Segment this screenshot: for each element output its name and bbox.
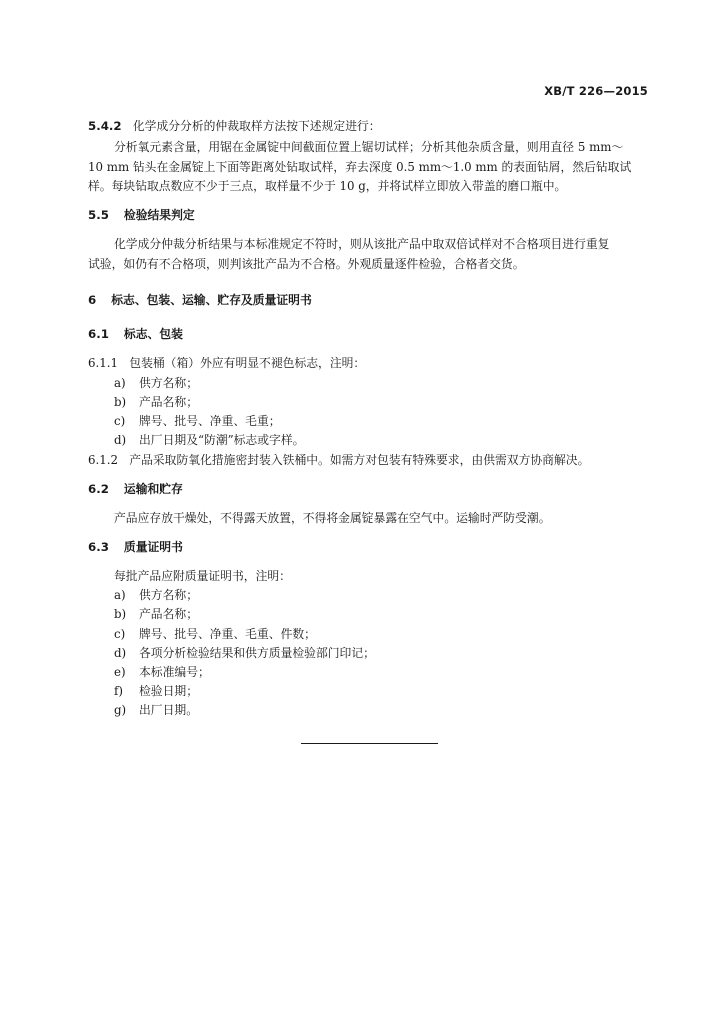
list-item-text: 牌号、批号、净重、毛重、件数； (139, 627, 316, 641)
list-item-text: 供方名称； (139, 376, 198, 390)
list-item-label: c) (114, 627, 126, 641)
list-item-label: c) (114, 414, 126, 428)
end-of-document-rule (301, 743, 438, 744)
list-item (114, 664, 210, 680)
chapter-number: 6 (88, 293, 97, 307)
list-item-text: 本标准编号； (139, 665, 210, 679)
paragraph-line: 产品应存放干燥处，不得露天放置，不得将金属锭暴露在空气中。运输时严防受潮。 (114, 511, 551, 525)
paragraph-line: 化学成分仲裁分析结果与本标准规定不符时，则从该批产品中取双倍试样对不合格项目进行重复 (114, 237, 610, 251)
list-item (114, 432, 304, 448)
section-number: 6.2 (88, 482, 109, 496)
section-6-1-heading (88, 326, 183, 342)
section-title: 运输和贮存 (123, 482, 183, 496)
paragraph-line: 每批产品应附质量证明书，注明： (114, 569, 291, 583)
section-number: 5.5 (88, 208, 109, 222)
clause-title: 包装桶（箱）外应有明显不褪色标志，注明： (129, 356, 366, 370)
clause-5-4-2-heading (88, 118, 381, 134)
paragraph-line: 分析氧元素含量，用锯在金属锭中间截面位置上锯切试样；分析其他杂质含量，则用直径 5 mm～ (114, 140, 624, 154)
chapter-6-heading (88, 292, 312, 308)
list-item (114, 413, 281, 429)
list-item-text: 产品名称； (139, 607, 198, 621)
clause-6-1-1-heading (88, 355, 365, 371)
list-item-label: b) (114, 395, 127, 409)
clause-number: 5.4.2 (88, 119, 122, 133)
clause-number: 6.1.2 (88, 453, 119, 467)
list-item-text: 供方名称； (139, 588, 198, 602)
document-code-header: XB/T 226—2015 (544, 84, 648, 98)
list-item (114, 626, 316, 642)
section-title: 标志、包装 (123, 327, 183, 341)
list-item-label: a) (114, 376, 126, 390)
clause-title: 化学成分分析的仲裁取样方法按下述规定进行： (132, 119, 381, 133)
list-item (114, 394, 198, 410)
list-item-label: a) (114, 588, 126, 602)
clause-text: 产品采取防氧化措施密封装入铁桶中。如需方对包装有特殊要求，由供需双方协商解决。 (129, 453, 590, 467)
list-item (114, 645, 375, 661)
section-title: 质量证明书 (123, 540, 183, 554)
list-item (114, 683, 198, 699)
list-item (114, 606, 198, 622)
chapter-title: 标志、包装、运输、贮存及质量证明书 (111, 293, 312, 307)
paragraph-line: 试验，如仍有不合格项，则判该批产品为不合格。外观质量逐件检验，合格者交货。 (88, 257, 525, 271)
section-6-2-heading (88, 481, 183, 497)
list-item-label: d) (114, 646, 127, 660)
list-item-text: 检验日期； (139, 684, 198, 698)
list-item (114, 587, 198, 603)
list-item-label: d) (114, 433, 127, 447)
list-item-label: e) (114, 665, 126, 679)
list-item-label: b) (114, 607, 127, 621)
section-number: 6.1 (88, 327, 109, 341)
clause-6-1-2 (88, 452, 589, 468)
list-item (114, 375, 198, 391)
clause-number: 6.1.1 (88, 356, 119, 370)
list-item-text: 出厂日期。 (139, 703, 198, 717)
section-6-3-heading (88, 539, 183, 555)
paragraph-line: 10 mm 钻头在金属锭上下面等距离处钻取试样，弃去深度 0.5 mm～1.0 mm 的表面钻屑，然后钻取试 (88, 160, 632, 174)
list-item (114, 702, 198, 718)
section-title: 检验结果判定 (123, 208, 195, 222)
section-number: 6.3 (88, 540, 109, 554)
section-5-5-heading (88, 207, 195, 223)
list-item-text: 各项分析检验结果和供方质量检验部门印记； (139, 646, 375, 660)
list-item-text: 产品名称； (139, 395, 198, 409)
list-item-label: g) (114, 703, 127, 717)
list-item-label: f) (114, 684, 123, 698)
list-item-text: 出厂日期及“防潮”标志或字样。 (139, 433, 305, 447)
paragraph-line: 样。每块钻取点数应不少于三点，取样量不少于 10 g，并将试样立即放入带盖的磨口瓶中。 (88, 179, 567, 193)
list-item-text: 牌号、批号、净重、毛重； (139, 414, 281, 428)
